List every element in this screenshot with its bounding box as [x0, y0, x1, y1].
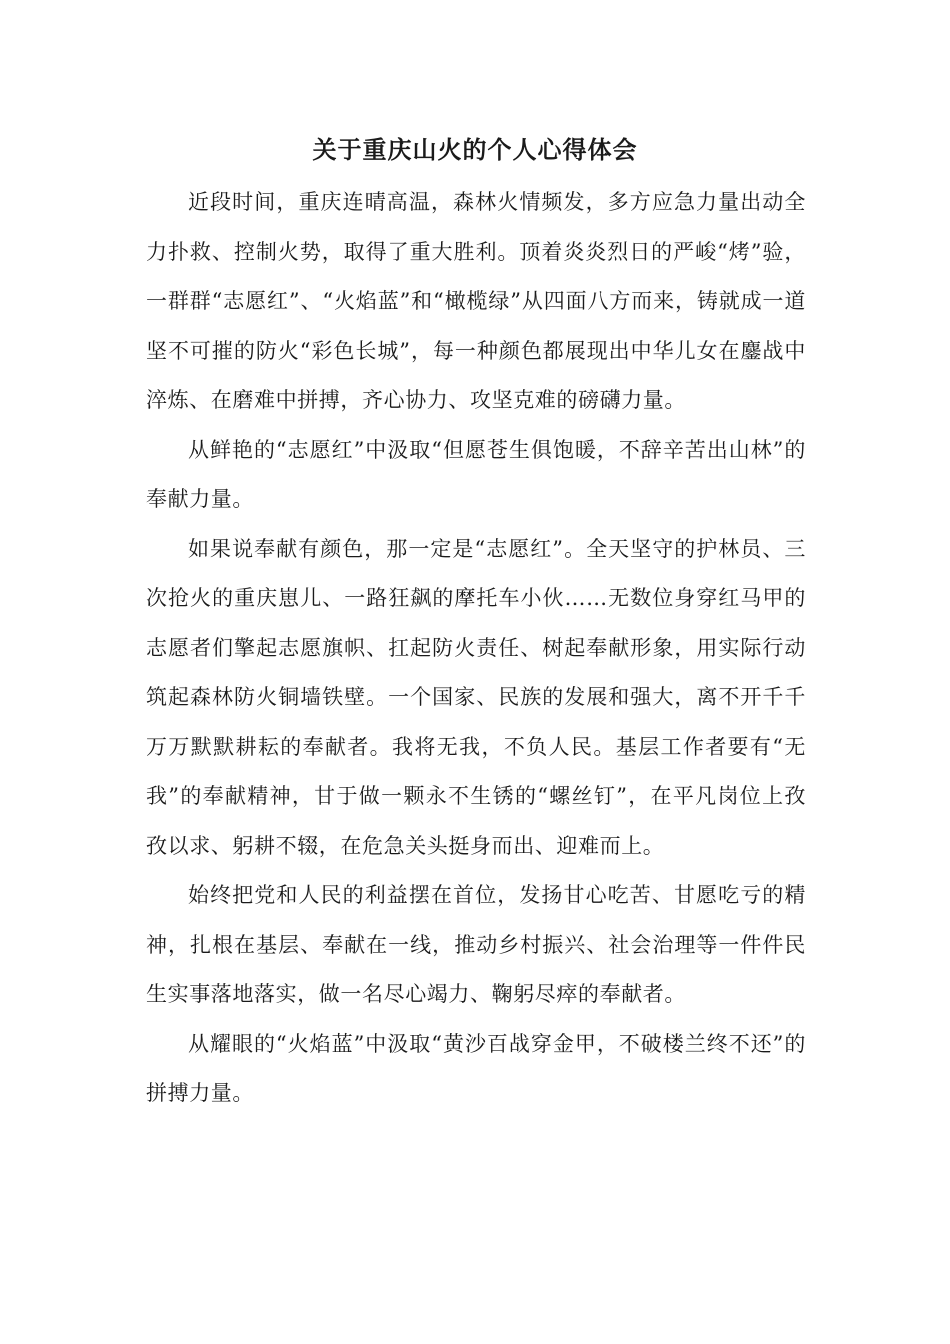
- paragraph: 从耀眼的“火焰蓝”中汲取“黄沙百战穿金甲，不破楼兰终不还”的拼搏力量。: [146, 1031, 806, 1105]
- paragraph: 始终把党和人民的利益摆在首位，发扬甘心吃苦、甘愿吃亏的精神，扎根在基层、奉献在一线，推动乡村振兴、社会治理等一件件民生实事落地落实，做一名尽心竭力、鞠躬尽瘁的奉献者。: [146, 883, 806, 1006]
- document-title: 关于重庆山火的个人心得体会: [312, 135, 638, 164]
- document-body: [146, 178, 806, 1119]
- paragraph: 近段时间，重庆连晴高温，森林火情频发，多方应急力量出动全力扑救、控制火势，取得了重大胜利。顶着炎炎烈日的严峻“烤”验，一群群“志愿红”、“火焰蓝”和“橄榄绿”从四面八方而来，铸就成一道坚不可摧的防火“彩色长城”，每一种颜色都展现出中华儿女在鏖战中淬炼、在磨难中拼搏，齐心协力、攻坚克难的磅礴力量。: [146, 190, 806, 412]
- paragraph: 如果说奉献有颜色，那一定是“志愿红”。全天坚守的护林员、三次抢火的重庆崽儿、一路狂飙的摩托车小伙……无数位身穿红马甲的志愿者们擎起志愿旗帜、扛起防火责任、树起奉献形象，用实际行动筑起森林防火铜墙铁壁。一个国家、民族的发展和强大，离不开千千万万默默耕耘的奉献者。我将无我，不负人民。基层工作者要有“无我”的奉献精神，甘于做一颗永不生锈的“螺丝钉”，在平凡岗位上孜孜以求、躬耕不辍，在危急关头挺身而出、迎难而上。: [146, 536, 806, 858]
- paragraph: 从鲜艳的“志愿红”中汲取“但愿苍生俱饱暖，不辞辛苦出山林”的奉献力量。: [146, 437, 806, 511]
